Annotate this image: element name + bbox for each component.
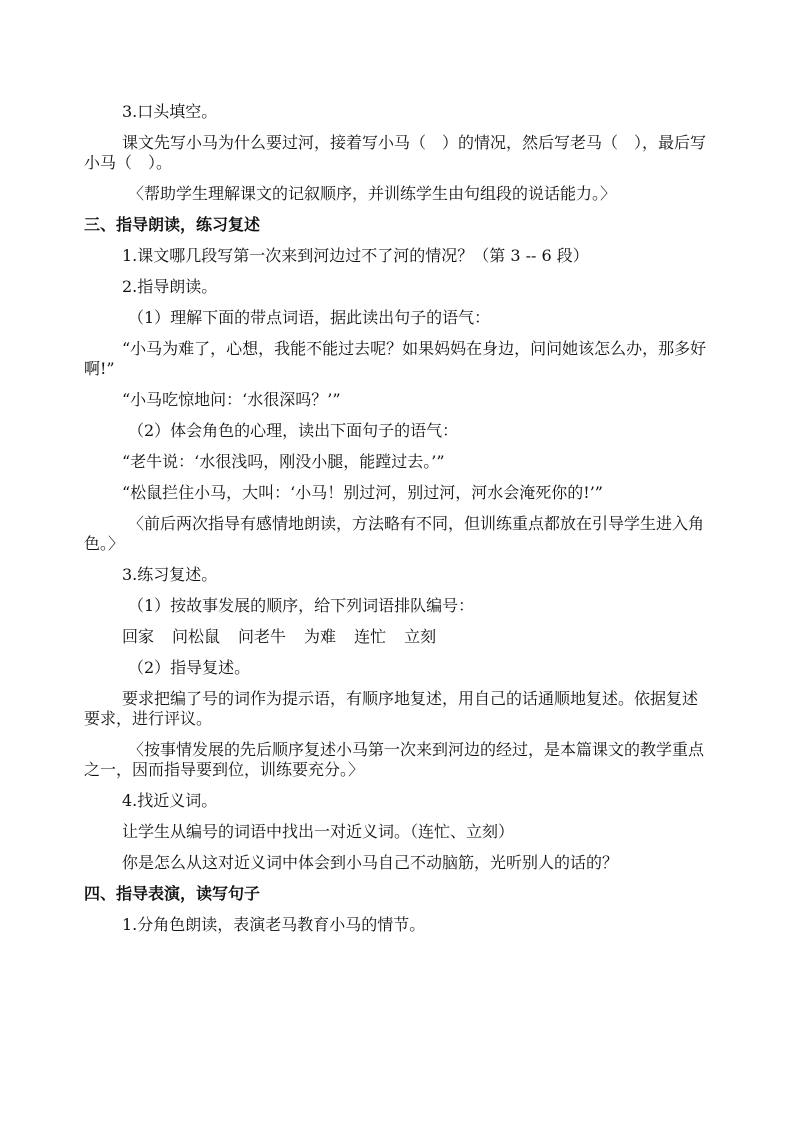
paragraph: “小马为难了，心想，我能不能过去呢？如果妈妈在身边，问问她该怎么办，那多好啊!”	[84, 339, 707, 378]
paragraph: “老牛说：‘水很浅吗，刚没小腿，能蹚过去。’”	[122, 452, 445, 471]
paragraph: 〈帮助学生理解课文的记叙顺序，并训练学生由句组段的说话能力。〉	[128, 184, 617, 203]
paragraph: 2.指导朗读。	[122, 277, 218, 296]
paragraph: 1.课文哪几段写第一次来到河边过不了河的情况？（第 3 -- 6 段）	[122, 246, 589, 265]
paragraph: 要求把编了号的词作为提示语，有顺序地复述，用自己的话通顺地复述。依据复述要求，进行评议。	[84, 689, 699, 728]
paragraph: “松鼠拦住小马，大叫：‘小马！别过河，别过河，河水会淹死你的!’”	[122, 483, 603, 502]
paragraph: 让学生从编号的词语中找出一对近义词。（连忙、立刻）	[122, 822, 515, 841]
paragraph: 3.口头填空。	[122, 102, 218, 121]
word-item: 立刻	[404, 627, 437, 646]
paragraph: “小马吃惊地问：‘水很深吗？’”	[122, 390, 341, 409]
paragraph: 1.分角色朗读，表演老马教育小马的情节。	[122, 915, 426, 934]
paragraph: （1）理解下面的带点词语，据此读出句子的语气：	[128, 308, 491, 327]
paragraph: 〈按事情发展的先后顺序复述小马第一次来到河边的经过，是本篇课文的教学重点之一，因而指导要到位，训练要充分。〉	[84, 740, 705, 779]
paragraph: （1）按故事发展的顺序，给下列词语排队编号：	[128, 596, 475, 615]
paragraph: 你是怎么从这对近义词中体会到小马自己不动脑筋，光听别人的话的？	[122, 853, 619, 872]
word-item: 问松鼠	[172, 627, 221, 646]
paragraph: （2）体会角色的心理，读出下面句子的语气：	[128, 421, 459, 440]
paragraph: 4.找近义词。	[122, 791, 218, 810]
section-heading: 三、指导朗读，练习复述	[84, 215, 261, 234]
word-item: 问老牛	[238, 627, 287, 646]
word-item: 回家	[122, 627, 155, 646]
paragraph: （2）指导复述。	[128, 658, 251, 677]
document-page	[84, 102, 712, 946]
word-list	[84, 627, 712, 647]
paragraph: 〈前后两次指导有感情地朗读，方法略有不同，但训练重点都放在引导学生进入角色。〉	[84, 514, 705, 553]
word-item: 连忙	[354, 627, 387, 646]
paragraph: 3.练习复述。	[122, 565, 218, 584]
section-heading: 四、指导表演，读写句子	[84, 884, 261, 903]
word-item: 为难	[304, 627, 337, 646]
paragraph: 课文先写小马为什么要过河，接着写小马（ ）的情况，然后写老马（ ），最后写小马（ ）。	[84, 133, 707, 172]
